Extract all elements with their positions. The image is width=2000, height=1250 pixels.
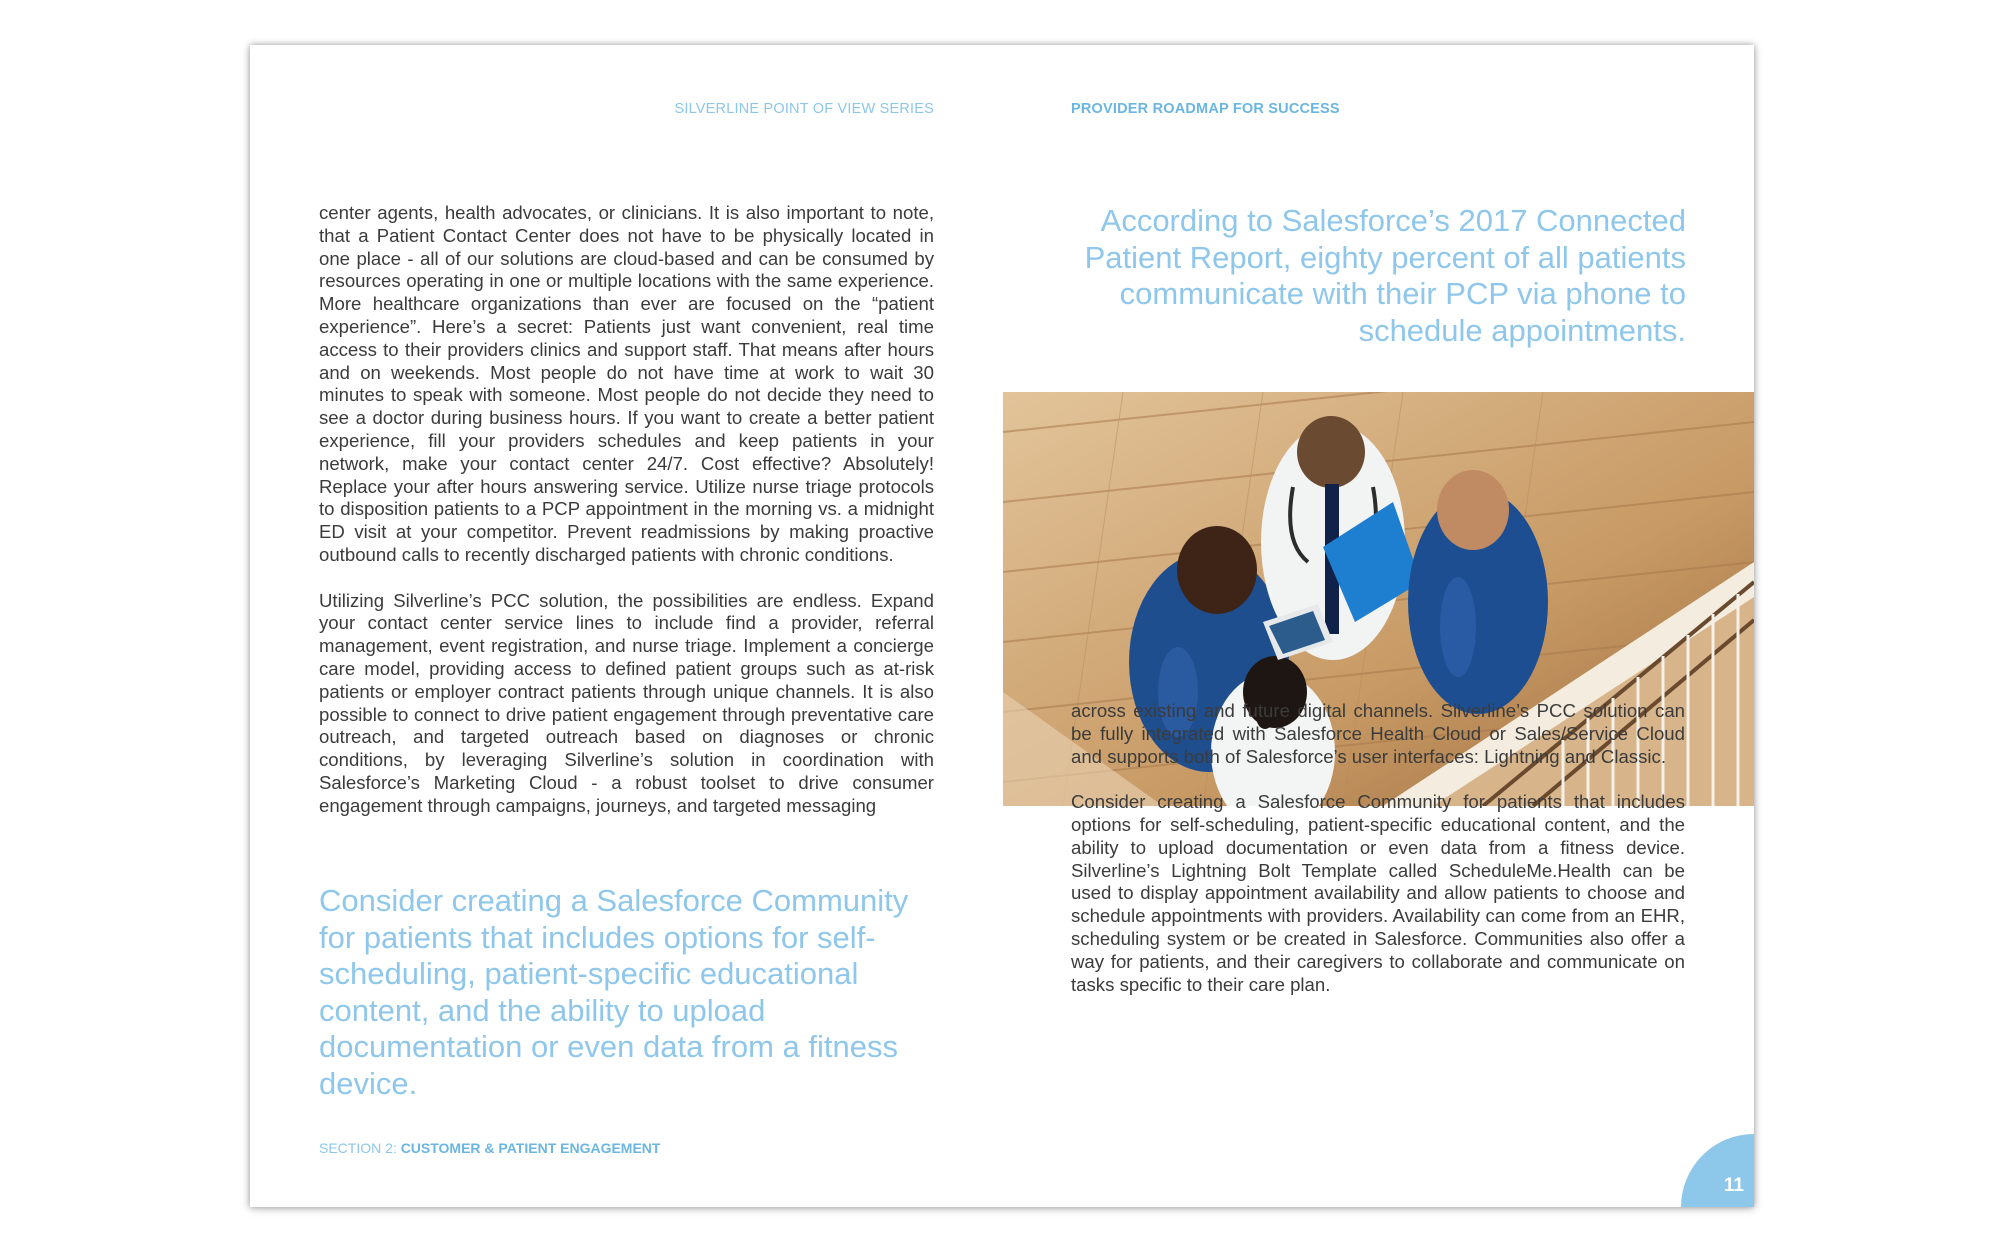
right-paragraph-1: across existing and future digital channels. Silverline’s PCC solution can be fully integrated with Salesforce Health Cloud or Sales/Service Cloud and supports both of Salesforce’s user interfaces: Lightning and Classic. (1071, 700, 1685, 767)
footer-section-title: CUSTOMER & PATIENT ENGAGEMENT (400, 1140, 661, 1156)
section-footer (319, 1140, 660, 1156)
right-paragraph-2: Consider creating a Salesforce Community for patients that includes options for self-scheduling, patient-specific educational content, and the ability to upload documentation or even data from a fitness device. Silverline’s Lightning Bolt Template called ScheduleMe.Health can be used to display appointment availability and allow patients to choose and schedule appointments with providers. Availability can come from an EHR, scheduling system or be created in Salesforce. Communities also offer a way for patients, and their caregivers to collaborate and communicate on tasks specific to their care plan. (1071, 791, 1685, 995)
left-paragraph-2: Utilizing Silverline’s PCC solution, the possibilities are endless. Expand your contact center service lines to include find a provider, referral management, event registration, and nurse triage. Implement a concierge care model, providing access to defined patient groups such as at-risk patients or employer contract patients through unique channels. It is also possible to connect to drive patient engagement through preventative care outreach, and targeted outreach based on diagnoses or chronic conditions, by leveraging Silverline’s solution in coordination with Salesforce’s Marketing Cloud - a robust toolset to drive consumer engagement through campaigns, journeys, and targeted messaging (319, 589, 934, 816)
right-column (1071, 700, 1685, 996)
series-header: SILVERLINE POINT OF VIEW SERIES (674, 101, 934, 117)
left-paragraph-1: center agents, health advocates, or clinicians. It is also important to note, that a Patient Contact Center does not have to be physically located in one place - all of our solutions are cloud-based and can be consumed by resources operating in one or multiple locations with the same experience. More healthcare organizations than ever are focused on the “patient experience”. Here’s a secret: Patients just want convenient, real time access to their providers clinics and support staff. That means after hours and on weekends. Most people do not have time at work to wait 30 minutes to speak with someone. Most people do not decide they need to see a doctor during business hours. If you want to create a better patient experience, fill your providers schedules and keep patients in your network, make your contact center 24/7. Cost effective? Absolutely! Replace your after hours answering service. Utilize nurse triage protocols to disposition patients to a PCP appointment in the morning vs. a midnight ED visit at your competitor. Prevent readmissions by making proactive outbound calls to recently discharged patients with chronic conditions. (319, 202, 934, 565)
roadmap-header: PROVIDER ROADMAP FOR SUCCESS (1071, 101, 1340, 117)
page-number-tab (1681, 1134, 1754, 1207)
brochure-spread (250, 45, 1754, 1207)
left-column (319, 202, 934, 818)
footer-section-label: SECTION 2: (319, 1140, 397, 1156)
page-number: 11 (1723, 1175, 1744, 1196)
pull-quote-community: Consider creating a Salesforce Community for patients that includes options for self-scheduling, patient-specific educational content, and the ability to upload documentation or even data from a fitness device. (319, 883, 909, 1101)
pull-quote-statistic: According to Salesforce’s 2017 Connected Patient Report, eighty percent of all patients communicate with their PCP via phone to schedule appointments. (1084, 203, 1686, 348)
